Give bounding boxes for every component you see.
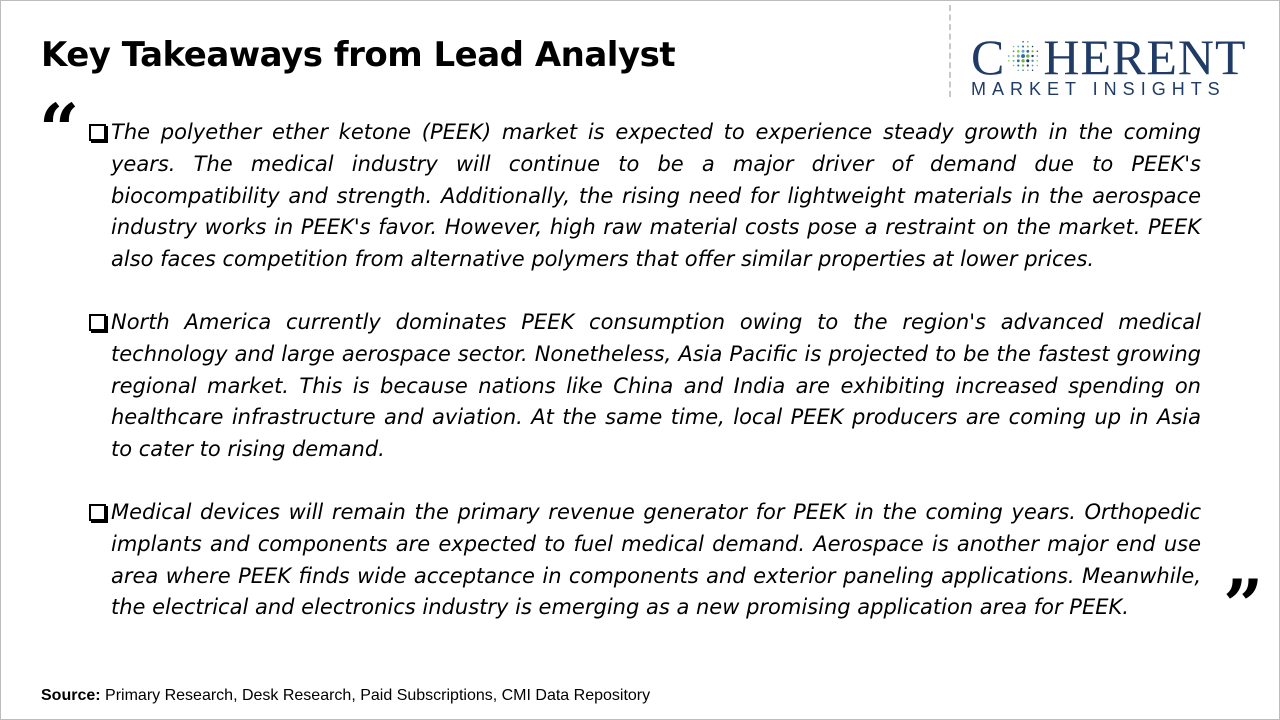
open-quote-icon: “	[39, 88, 80, 171]
checkbox-bullet-icon	[89, 504, 106, 521]
globe-dot	[1018, 46, 1020, 48]
globe-dot	[1032, 46, 1034, 48]
globe-dot	[1027, 41, 1029, 43]
takeaway-item	[87, 307, 1201, 466]
globe-dot	[1018, 64, 1020, 66]
globe-dot	[1013, 55, 1015, 57]
page-title: Key Takeaways from Lead Analyst	[41, 35, 676, 75]
globe-dot	[1027, 64, 1029, 66]
globe-dot	[1023, 70, 1025, 72]
globe-dot	[1017, 59, 1020, 62]
globe-dot	[1008, 55, 1010, 57]
globe-dot	[1022, 59, 1025, 62]
globe-dot	[1032, 60, 1034, 62]
logo-tagline: MARKET INSIGHTS	[971, 79, 1226, 99]
globe-dot	[1032, 65, 1034, 67]
dotted-globe-icon	[1005, 38, 1043, 76]
globe-dot	[1023, 41, 1025, 43]
globe-dot	[1022, 50, 1025, 53]
globe-dot	[1008, 60, 1010, 62]
globe-dot	[1013, 60, 1015, 62]
globe-dot	[1037, 65, 1039, 67]
takeaways-list	[87, 117, 1201, 655]
globe-dot	[1026, 54, 1029, 57]
globe-dot	[1027, 59, 1030, 62]
takeaway-text: Medical devices will remain the primary revenue generator for PEEK in the coming years. Orthopedic implants and components are expected to fuel medical demand. Aerospace is another major end use area where PEEK finds wide acceptance in components and exterior paneling applications. Meanwhile, the electrical and electronics industry is emerging as a new promising application area for PEEK.	[111, 499, 1201, 620]
company-logo	[967, 31, 1267, 101]
globe-dot	[1013, 65, 1015, 67]
globe-dot	[1013, 50, 1015, 52]
source-label: Source:	[41, 687, 101, 704]
globe-dot	[1027, 46, 1029, 48]
close-quote-icon: ”	[1223, 564, 1264, 647]
checkbox-bullet-icon	[89, 124, 106, 141]
takeaway-item	[87, 117, 1201, 276]
checkbox-bullet-icon	[89, 314, 106, 331]
globe-dot	[1013, 46, 1015, 48]
globe-dot	[1017, 55, 1020, 58]
globe-dot	[1018, 70, 1020, 72]
logo-letter-c: C	[971, 29, 1006, 85]
globe-dot	[1032, 50, 1034, 52]
source-text: Primary Research, Desk Research, Paid Subscriptions, CMI Data Repository	[105, 687, 651, 704]
globe-dot	[1037, 55, 1039, 57]
takeaway-item	[87, 497, 1201, 624]
globe-dot	[1022, 64, 1024, 66]
takeaway-text: North America currently dominates PEEK consumption owing to the region's advanced medical technology and large aerospace sector. Nonetheless, Asia Pacific is projected to be the fastest growing regional market. This is because nations like China and India are exhibiting increased spending on healthcare infrastructure and aviation. At the same time, local PEEK producers are coming up in Asia to cater to rising demand.	[111, 309, 1201, 462]
globe-dot	[1021, 54, 1025, 58]
globe-dot	[1027, 70, 1029, 72]
globe-dot	[1032, 70, 1034, 72]
globe-dot	[1037, 51, 1039, 53]
globe-dot	[1017, 50, 1020, 53]
logo-letters-herent: HERENT	[1043, 29, 1247, 85]
logo-wordmark	[971, 31, 1247, 83]
takeaway-text: The polyether ether ketone (PEEK) market is expected to experience steady growth in the coming years. The medical industry will continue to be a major driver of demand due to PEEK's biocompatibility and strength. Additionally, the rising need for lightweight materials in the aerospace industry works in PEEK's favor. However, high raw material costs pose a restraint on the market. PEEK also faces competition from alternative polymers that offer similar properties at lower prices.	[111, 120, 1201, 272]
globe-dot	[1027, 50, 1030, 53]
header-divider	[949, 5, 951, 97]
globe-dot	[1022, 46, 1024, 48]
source-note	[41, 687, 650, 705]
globe-dot	[1032, 55, 1034, 57]
globe-dot	[1037, 60, 1039, 62]
